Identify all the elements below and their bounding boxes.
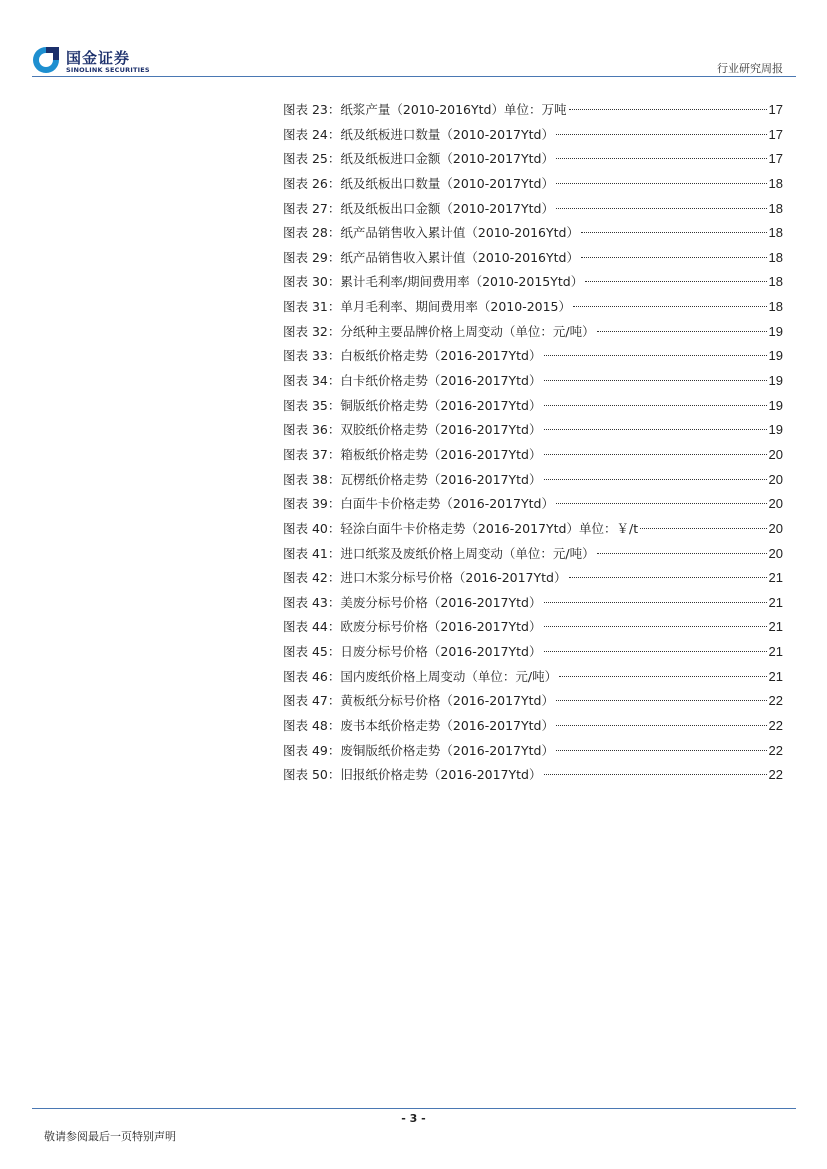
toc-leader-dots — [544, 405, 767, 406]
toc-entry[interactable] — [283, 566, 783, 591]
toc-entry[interactable] — [283, 369, 783, 394]
toc-entry[interactable] — [283, 468, 783, 493]
toc-entry-page: 17 — [768, 126, 783, 142]
toc-leader-dots — [556, 134, 767, 135]
toc-leader-dots — [556, 725, 767, 726]
toc-leader-dots — [556, 503, 767, 504]
toc-entry-page: 17 — [768, 151, 783, 167]
toc-entry[interactable] — [283, 172, 783, 197]
toc-leader-dots — [544, 602, 767, 603]
toc-entry-title: 图表 45：日废分标号价格（2016-2017Ytd） — [283, 644, 542, 660]
toc-entry[interactable] — [283, 492, 783, 517]
toc-leader-dots — [544, 355, 767, 356]
toc-entry-title: 图表 46：国内废纸价格上周变动（单位：元/吨） — [283, 668, 558, 684]
toc-entry-title: 图表 33：白板纸价格走势（2016-2017Ytd） — [283, 348, 542, 364]
toc-entry-title: 图表 24：纸及纸板进口数量（2010-2017Ytd） — [283, 126, 554, 142]
toc-entry[interactable] — [283, 591, 783, 616]
toc-leader-dots — [544, 380, 767, 381]
toc-leader-dots — [585, 281, 766, 282]
toc-leader-dots — [544, 774, 767, 775]
toc-leader-dots — [569, 577, 767, 578]
toc-entry[interactable] — [283, 221, 783, 246]
toc-entry-page: 20 — [768, 446, 783, 462]
toc-entry-title: 图表 48：废书本纸价格走势（2016-2017Ytd） — [283, 718, 554, 734]
toc-entry-title: 图表 28：纸产品销售收入累计值（2010-2016Ytd） — [283, 225, 579, 241]
toc-entry-title: 图表 44：欧废分标号价格（2016-2017Ytd） — [283, 619, 542, 635]
logo-brand-cn: 国金证券 — [66, 49, 131, 67]
toc-entry-title: 图表 38：瓦楞纸价格走势（2016-2017Ytd） — [283, 471, 542, 487]
toc-leader-dots — [581, 257, 767, 258]
toc-entry-page: 18 — [768, 299, 783, 315]
toc-leader-dots — [573, 306, 767, 307]
page-number: - 3 - — [401, 1112, 426, 1125]
toc-entry-page: 21 — [768, 619, 783, 635]
toc-entry-title: 图表 30：累计毛利率/期间费用率（2010-2015Ytd） — [283, 274, 584, 290]
toc-entry-title: 图表 42：进口木浆分标号价格（2016-2017Ytd） — [283, 570, 567, 586]
toc-leader-dots — [597, 331, 767, 332]
toc-entry[interactable] — [283, 394, 783, 419]
toc-entry-page: 19 — [768, 397, 783, 413]
toc-entry-title: 图表 32：分纸种主要品牌价格上周变动（单位：元/吨） — [283, 323, 595, 339]
toc-entry-page: 20 — [768, 496, 783, 512]
toc-entry-page: 21 — [768, 668, 783, 684]
logo-brand-en: SINOLINK SECURITIES — [66, 66, 150, 74]
toc-leader-dots — [597, 553, 767, 554]
toc-entry-title: 图表 29：纸产品销售收入累计值（2010-2016Ytd） — [283, 249, 579, 265]
toc-leader-dots — [556, 750, 767, 751]
toc-leader-dots — [569, 109, 767, 110]
toc-entry-page: 19 — [768, 422, 783, 438]
header-divider — [32, 76, 796, 77]
toc-entry[interactable] — [283, 123, 783, 148]
toc-entry[interactable] — [283, 714, 783, 739]
toc-entry[interactable] — [283, 615, 783, 640]
toc-entry-page: 21 — [768, 644, 783, 660]
toc-entry-page: 18 — [768, 249, 783, 265]
toc-entry[interactable] — [283, 665, 783, 690]
toc-entry[interactable] — [283, 320, 783, 345]
toc-entry-page: 18 — [768, 225, 783, 241]
toc-entry-title: 图表 50：旧报纸价格走势（2016-2017Ytd） — [283, 767, 542, 783]
toc-entry-page: 22 — [768, 718, 783, 734]
toc-entry-title: 图表 27：纸及纸板出口金额（2010-2017Ytd） — [283, 200, 554, 216]
footer-divider — [32, 1108, 796, 1109]
toc-leader-dots — [556, 158, 767, 159]
toc-entry-page: 19 — [768, 323, 783, 339]
table-of-figures — [283, 98, 783, 788]
company-logo — [32, 46, 162, 76]
toc-entry-page: 20 — [768, 520, 783, 536]
toc-leader-dots — [556, 183, 767, 184]
toc-entry-page: 18 — [768, 175, 783, 191]
toc-entry-page: 18 — [768, 274, 783, 290]
report-type: 行业研究周报 — [717, 62, 783, 75]
toc-entry[interactable] — [283, 246, 783, 271]
toc-entry-title: 图表 36：双胶纸价格走势（2016-2017Ytd） — [283, 422, 542, 438]
toc-entry[interactable] — [283, 443, 783, 468]
toc-entry-title: 图表 37：箱板纸价格走势（2016-2017Ytd） — [283, 446, 542, 462]
toc-leader-dots — [581, 232, 767, 233]
toc-entry-page: 19 — [768, 348, 783, 364]
toc-leader-dots — [640, 528, 766, 529]
toc-entry-title: 图表 34：白卡纸价格走势（2016-2017Ytd） — [283, 373, 542, 389]
toc-entry-page: 18 — [768, 200, 783, 216]
toc-entry[interactable] — [283, 295, 783, 320]
toc-entry-title: 图表 31：单月毛利率、期间费用率（2010-2015） — [283, 299, 572, 315]
toc-entry-page: 21 — [768, 594, 783, 610]
toc-entry[interactable] — [283, 640, 783, 665]
toc-leader-dots — [544, 479, 767, 480]
toc-entry-title: 图表 43：美废分标号价格（2016-2017Ytd） — [283, 594, 542, 610]
toc-leader-dots — [544, 429, 767, 430]
toc-entry-page: 22 — [768, 693, 783, 709]
toc-entry-page: 22 — [768, 742, 783, 758]
toc-entry-page: 17 — [768, 102, 783, 117]
toc-entry[interactable] — [283, 270, 783, 295]
toc-entry-title: 图表 41：进口纸浆及废纸价格上周变动（单位：元/吨） — [283, 545, 595, 561]
toc-entry[interactable] — [283, 344, 783, 369]
page-header — [0, 0, 827, 80]
toc-entry-page: 21 — [768, 570, 783, 586]
footer-disclaimer: 敬请参阅最后一页特别声明 — [44, 1130, 176, 1143]
toc-entry-title: 图表 49：废铜版纸价格走势（2016-2017Ytd） — [283, 742, 554, 758]
toc-entry-title: 图表 40：轻涂白面牛卡价格走势（2016-2017Ytd）单位：￥/t — [283, 520, 639, 536]
toc-entry[interactable] — [283, 147, 783, 172]
toc-entry-title: 图表 39：白面牛卡价格走势（2016-2017Ytd） — [283, 496, 554, 512]
toc-entry[interactable] — [283, 542, 783, 567]
toc-entry[interactable] — [283, 689, 783, 714]
logo-mark-icon — [32, 46, 60, 74]
toc-leader-dots — [559, 676, 766, 677]
toc-leader-dots — [544, 626, 767, 627]
toc-entry[interactable] — [283, 763, 783, 788]
toc-leader-dots — [544, 651, 767, 652]
toc-entry[interactable] — [283, 197, 783, 222]
toc-entry-page: 19 — [768, 373, 783, 389]
toc-entry[interactable] — [283, 517, 783, 542]
toc-leader-dots — [556, 208, 767, 209]
toc-entry-title: 图表 26：纸及纸板出口数量（2010-2017Ytd） — [283, 175, 554, 191]
toc-leader-dots — [544, 454, 767, 455]
toc-entry[interactable] — [283, 739, 783, 764]
toc-entry-page: 20 — [768, 471, 783, 487]
toc-entry[interactable] — [283, 418, 783, 443]
toc-entry-title: 图表 35：铜版纸价格走势（2016-2017Ytd） — [283, 397, 542, 413]
toc-leader-dots — [556, 700, 767, 701]
toc-entry-title: 图表 47：黄板纸分标号价格（2016-2017Ytd） — [283, 693, 554, 709]
toc-entry[interactable] — [283, 98, 783, 123]
toc-entry-title: 图表 23：纸浆产量（2010-2016Ytd）单位：万吨 — [283, 102, 567, 117]
toc-entry-page: 22 — [768, 767, 783, 783]
toc-entry-page: 20 — [768, 545, 783, 561]
toc-entry-title: 图表 25：纸及纸板进口金额（2010-2017Ytd） — [283, 151, 554, 167]
